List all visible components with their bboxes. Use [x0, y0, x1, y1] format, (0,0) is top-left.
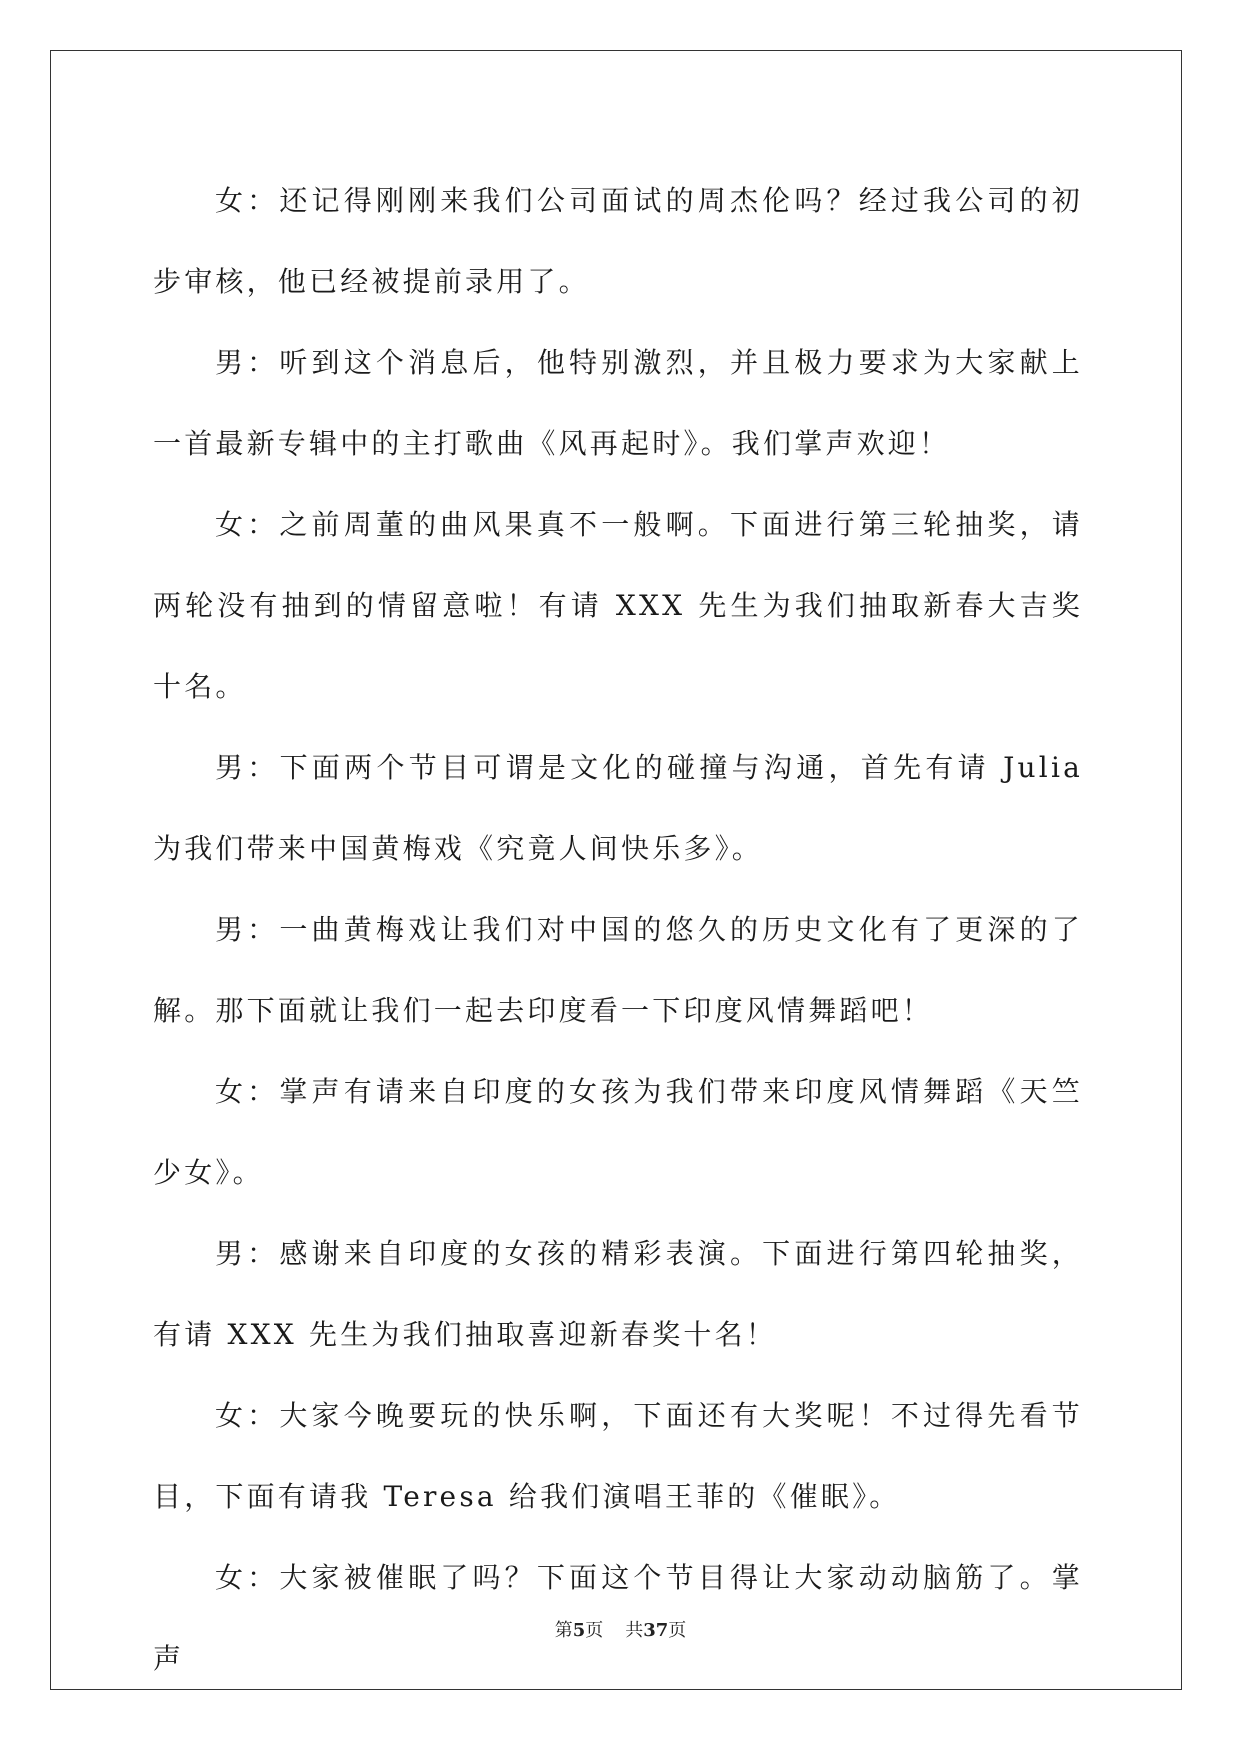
paragraph: 女：之前周董的曲风果真不一般啊。下面进行第三轮抽奖，请两轮没有抽到的情留意啦！有请 XXX 先生为我们抽取新春大吉奖十名。 — [153, 508, 1083, 703]
paragraph: 女：还记得刚刚来我们公司面试的周杰伦吗？经过我公司的初步审核，他已经被提前录用了。 — [153, 184, 1083, 298]
total-suffix: 页 — [668, 1620, 687, 1641]
paragraph: 女：大家今晚要玩的快乐啊，下面还有大奖呢！不过得先看节目，下面有请我 Teresa 给我们演唱王菲的《催眠》。 — [153, 1399, 1083, 1513]
page-footer — [0, 1616, 1241, 1642]
paragraph: 男：下面两个节目可谓是文化的碰撞与沟通，首先有请 Julia 为我们带来中国黄梅戏《究竟人间快乐多》。 — [153, 751, 1083, 865]
paragraph: 男：一曲黄梅戏让我们对中国的悠久的历史文化有了更深的了解。那下面就让我们一起去印度看一下印度风情舞蹈吧！ — [153, 913, 1083, 1027]
paragraph: 女：大家被催眠了吗？下面这个节目得让大家动动脑筋了。掌声 — [153, 1561, 1083, 1675]
document-body — [153, 160, 1083, 1699]
page-suffix: 页 — [585, 1620, 604, 1641]
paragraph: 男：感谢来自印度的女孩的精彩表演。下面进行第四轮抽奖，有请 XXX 先生为我们抽取喜迎新春奖十名！ — [153, 1237, 1083, 1351]
total-pages: 37 — [643, 1620, 669, 1641]
page-prefix: 第 — [554, 1620, 573, 1641]
paragraph: 男：听到这个消息后，他特别激烈，并且极力要求为大家献上一首最新专辑中的主打歌曲《风再起时》。我们掌声欢迎！ — [153, 346, 1083, 460]
total-prefix: 共 — [625, 1620, 644, 1641]
page-number: 5 — [572, 1620, 586, 1641]
paragraph: 女：掌声有请来自印度的女孩为我们带来印度风情舞蹈《天竺少女》。 — [153, 1075, 1083, 1189]
